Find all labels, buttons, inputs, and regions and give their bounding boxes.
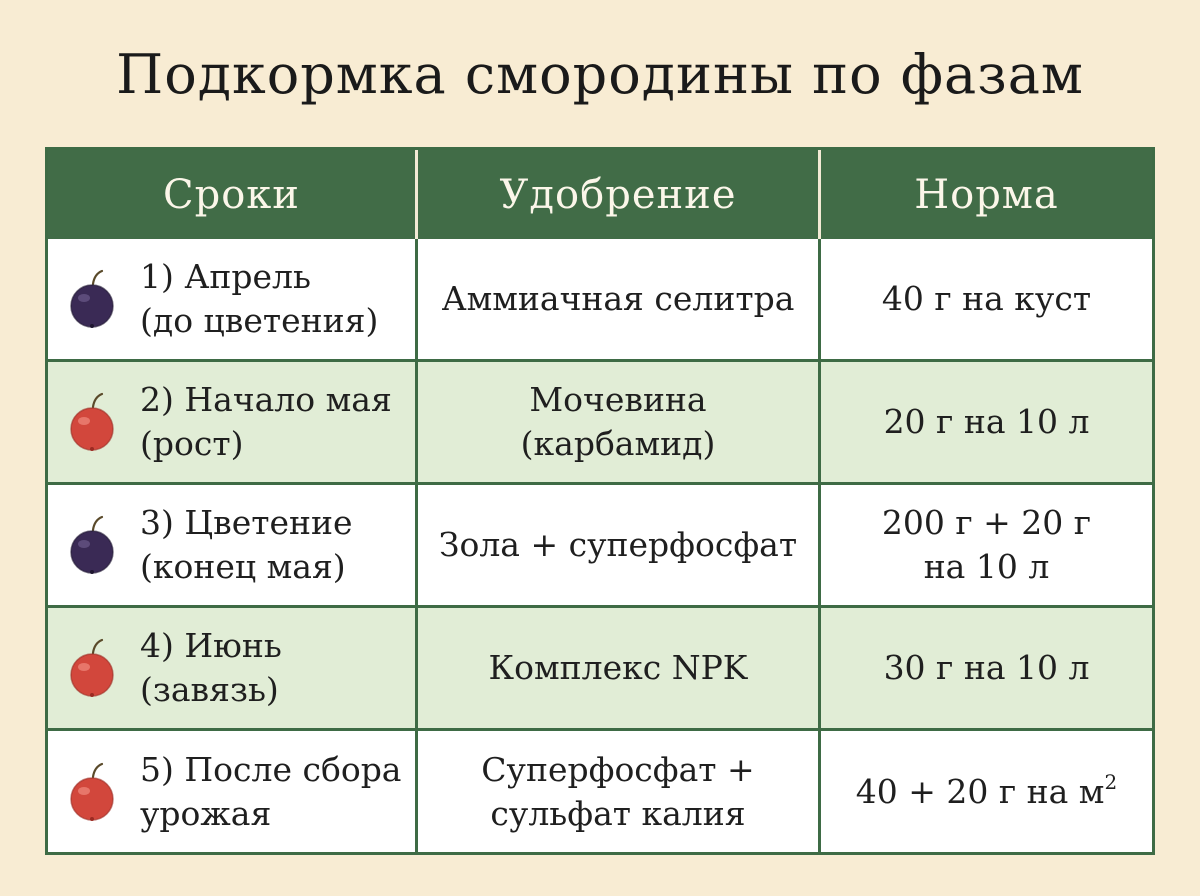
- phase-cell: [48, 485, 415, 605]
- cell-text-line: Суперфосфат +: [481, 749, 755, 789]
- phase-text: [140, 624, 420, 712]
- black-currant-icon: [66, 514, 118, 576]
- cell-text-line: (карбамид): [520, 424, 716, 463]
- fertilizer-cell: [418, 608, 818, 728]
- cell-text-line: 40 + 20 г на м: [855, 771, 1105, 811]
- table-row: [48, 608, 1152, 731]
- cell-text-line: Комплекс NPK: [488, 648, 748, 687]
- cell-text-line: 40 г на куст: [881, 279, 1092, 318]
- norm-cell: [821, 608, 1152, 728]
- cell-text-line: Аммиачная селитра: [441, 279, 795, 318]
- fertilizer-cell: [418, 485, 818, 605]
- red-currant-icon: [66, 391, 118, 453]
- fertilizer-cell: [418, 239, 818, 359]
- cell-text-line: на 10 л: [923, 547, 1050, 586]
- cell-text-line: (рост): [140, 424, 244, 463]
- header-norm: Норма: [914, 171, 1059, 218]
- cell-text-line: 2) Начало мая: [140, 380, 392, 419]
- phase-cell: [48, 239, 415, 359]
- fertilizer-cell: [418, 731, 818, 852]
- header-timing: Сроки: [163, 171, 300, 218]
- phase-cell: [48, 731, 415, 852]
- cell-text-line: сульфат калия: [490, 793, 746, 833]
- cell-text-line: 3) Цветение: [140, 503, 353, 542]
- cell-text-line: 200 г + 20 г: [881, 503, 1092, 542]
- table-row: [48, 362, 1152, 485]
- table-row: [48, 239, 1152, 362]
- cell-text-line: Мочевина: [529, 380, 707, 419]
- cell-text-line: 20 г на 10 л: [883, 402, 1090, 441]
- black-currant-icon: [66, 268, 118, 330]
- phase-text: [140, 501, 420, 589]
- table-header: [48, 150, 1152, 242]
- cell-text-line: 30 г на 10 л: [883, 648, 1090, 687]
- norm-cell: [821, 239, 1152, 359]
- cell-text-line: (до цветения): [140, 301, 379, 340]
- header-fertilizer: Удобрение: [499, 171, 737, 218]
- phase-cell: [48, 362, 415, 482]
- page-title: Подкормка смородины по фазам: [116, 43, 1084, 106]
- phase-text: [140, 748, 420, 836]
- cell-text-line: 4) Июнь: [140, 626, 282, 665]
- phase-text: [140, 255, 420, 343]
- table-row: [48, 731, 1152, 852]
- fertilizer-cell: [418, 362, 818, 482]
- phase-text: [140, 378, 420, 466]
- table-row: [48, 485, 1152, 608]
- feeding-table: [45, 147, 1155, 855]
- norm-cell: [821, 362, 1152, 482]
- cell-text-line: 1) Апрель: [140, 257, 311, 296]
- cell-text-line: 5) После сбора: [140, 749, 402, 789]
- cell-text-line: Зола + суперфосфат: [438, 525, 798, 564]
- red-currant-icon: [66, 637, 118, 699]
- cell-text-line: (конец мая): [140, 547, 346, 586]
- norm-cell: [821, 731, 1152, 852]
- phase-cell: [48, 608, 415, 728]
- cell-text-line: урожая: [140, 793, 272, 833]
- superscript: 2: [1104, 769, 1118, 794]
- red-currant-icon: [66, 761, 118, 823]
- norm-cell: [821, 485, 1152, 605]
- cell-text-line: (завязь): [140, 670, 279, 709]
